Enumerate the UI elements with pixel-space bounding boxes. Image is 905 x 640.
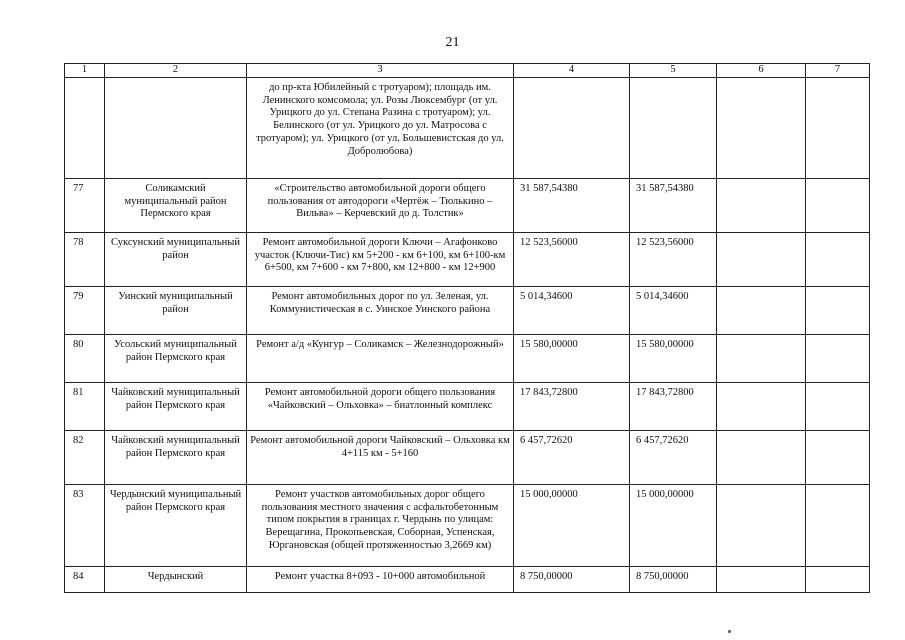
row-number: 84 [65,566,105,592]
work-description: «Строительство автомобильной дороги общего пользования от автодороги «Чертёж – Тюлькино – Вильва» – Керчевский до д. Толстик» [247,178,514,232]
amount-allocated: 12 523,56000 [630,232,717,286]
empty-cell [806,232,870,286]
amount-total: 15 000,00000 [514,484,630,566]
region-name: Усольский муниципальный район Пермского края [105,334,247,382]
amount-allocated: 6 457,72620 [630,430,717,484]
column-number: 1 [65,64,105,78]
column-number-row [65,64,870,78]
row-number: 79 [65,286,105,334]
empty-cell [717,566,806,592]
work-description: Ремонт автомобильной дороги Ключи – Агафонково участок (Ключи-Тис) км 5+200 - км 6+100, км 6+100-км 6+500, км 7+600 - км 7+800, км 12+800 - км 12+900 [247,232,514,286]
amount-allocated: 31 587,54380 [630,178,717,232]
work-description: Ремонт автомобильной дороги общего пользования «Чайковский – Ольховка» – биатлонный комплекс [247,382,514,430]
work-description: Ремонт участков автомобильных дорог общего пользования местного значения с асфальтобетонным типом покрытия в границах г. Чердынь по улицам: Верещагина, Прокопьевская, Соборная, Успенская, Юргановская (общей протяженностью 3,2669 км) [247,484,514,566]
empty-cell [806,286,870,334]
region-name: Соликамский муниципальный район Пермского края [105,178,247,232]
row-number: 80 [65,334,105,382]
table-row [65,566,870,592]
row-number [65,77,105,178]
empty-cell [717,430,806,484]
amount-allocated: 17 843,72800 [630,382,717,430]
region-name: Суксунский муниципальный район [105,232,247,286]
column-number: 4 [514,64,630,78]
row-number: 77 [65,178,105,232]
amount-total: 15 580,00000 [514,334,630,382]
column-number: 7 [806,64,870,78]
work-description: до пр-кта Юбилейный с тротуаром); площадь им. Ленинского комсомола; ул. Розы Люксембург (от ул. Урицкого до ул. Степана Разина с тротуаром); ул. Белинского (от ул. Урицкого до ул. Матросова с тротуаром); ул. Урицкого (от ул. Большевистская до ул. Добролюбова) [247,77,514,178]
empty-cell [717,232,806,286]
amount-total: 5 014,34600 [514,286,630,334]
empty-cell [806,382,870,430]
empty-cell [806,334,870,382]
work-description: Ремонт автомобильных дорог по ул. Зеленая, ул. Коммунистическая в с. Уинское Уинского района [247,286,514,334]
table-row [65,484,870,566]
column-number: 5 [630,64,717,78]
column-number: 2 [105,64,247,78]
table-row [65,77,870,178]
table-row [65,334,870,382]
row-number: 82 [65,430,105,484]
amount-allocated: 15 580,00000 [630,334,717,382]
empty-cell [717,484,806,566]
amount-allocated: 5 014,34600 [630,286,717,334]
region-name: Чайковский муниципальный район Пермского края [105,430,247,484]
table-row [65,286,870,334]
row-number: 78 [65,232,105,286]
amount-total: 12 523,56000 [514,232,630,286]
empty-cell [717,77,806,178]
amount-total: 8 750,00000 [514,566,630,592]
empty-cell [806,566,870,592]
region-name [105,77,247,178]
table-row [65,178,870,232]
scan-speck [728,630,731,633]
empty-cell [717,178,806,232]
empty-cell [717,286,806,334]
empty-cell [806,430,870,484]
amount-allocated [630,77,717,178]
table-row [65,382,870,430]
empty-cell [806,178,870,232]
amount-total: 31 587,54380 [514,178,630,232]
region-name: Уинский муниципальный район [105,286,247,334]
empty-cell [717,382,806,430]
empty-cell [717,334,806,382]
page-number: 21 [445,35,460,50]
row-number: 81 [65,382,105,430]
table-row [65,232,870,286]
amount-total [514,77,630,178]
row-number: 83 [65,484,105,566]
amount-allocated: 8 750,00000 [630,566,717,592]
table-row [65,430,870,484]
amount-total: 17 843,72800 [514,382,630,430]
region-name: Чердынский муниципальный район Пермского края [105,484,247,566]
work-description: Ремонт а/д «Кунгур – Соликамск – Железнодорожный» [247,334,514,382]
column-number: 6 [717,64,806,78]
amount-allocated: 15 000,00000 [630,484,717,566]
region-name: Чайковский муниципальный район Пермского края [105,382,247,430]
empty-cell [806,484,870,566]
empty-cell [806,77,870,178]
work-description: Ремонт автомобильной дороги Чайковский – Ольховка км 4+115 км - 5+160 [247,430,514,484]
amount-total: 6 457,72620 [514,430,630,484]
funding-table [64,63,870,593]
work-description: Ремонт участка 8+093 - 10+000 автомобильной [247,566,514,592]
column-number: 3 [247,64,514,78]
region-name: Чердынский [105,566,247,592]
